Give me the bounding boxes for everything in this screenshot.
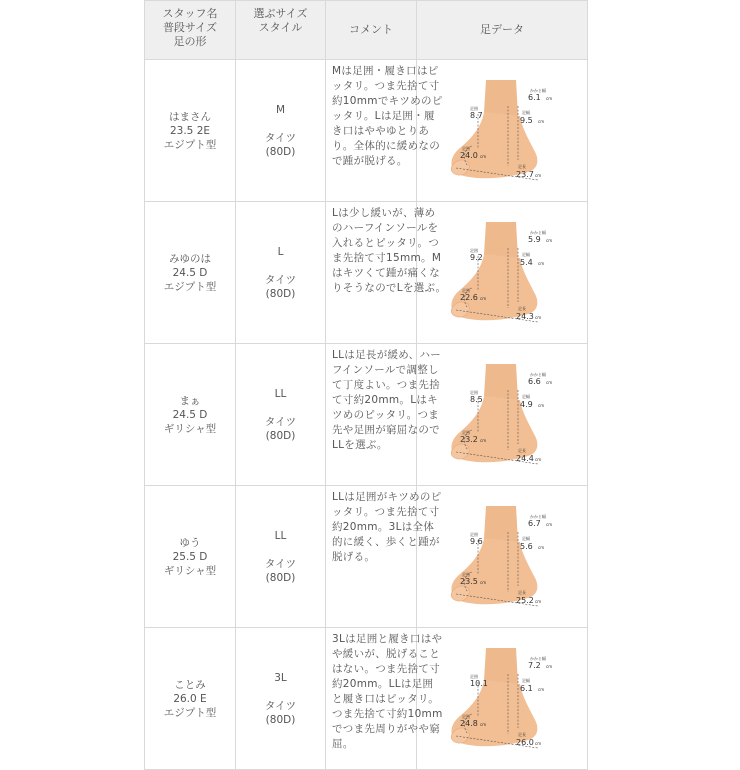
foot-width-value: 5.6 — [520, 541, 533, 551]
heel-width-caption: かかと幅 — [530, 371, 546, 377]
length-unit: cm — [535, 740, 542, 746]
girth-caption: 足囲 — [462, 287, 470, 293]
header-foot-data: 足データ — [417, 1, 588, 60]
staff-cell — [145, 344, 236, 486]
comment-line: 的に緩く、歩くと踵が — [332, 536, 440, 548]
staff-name: ことみ — [174, 678, 206, 691]
comment-line: て寸約20mm。Lはキ — [332, 394, 438, 406]
comment-line: 約20mm。3Lは全体 — [332, 521, 435, 533]
heel-width-unit: cm — [546, 237, 553, 243]
foot-data-cell — [417, 344, 588, 486]
heel-width-unit: cm — [546, 521, 553, 527]
usual-size: 25.5 D — [172, 550, 208, 563]
foot-width-value: 4.9 — [520, 399, 533, 409]
comment-line: 約20mm。LLは足囲 — [332, 678, 434, 690]
length-value: 26.0 — [516, 737, 534, 747]
foot-width-caption: 足幅 — [522, 393, 530, 399]
length-caption: 足長 — [518, 447, 526, 453]
comment-line: ッタリ。つま先捨て寸 — [332, 506, 440, 518]
heel-width-value: 5.9 — [528, 234, 541, 244]
header-staff-line: 足の形 — [173, 35, 207, 48]
chosen-size: LL — [274, 529, 287, 542]
comment-line: LLは足囲がキツめのピ — [332, 491, 442, 503]
comment-line: ッタリ。つま先捨て寸 — [332, 80, 440, 92]
comment-cell — [326, 628, 443, 770]
girth-value: 23.5 — [460, 576, 478, 586]
girth-unit: cm — [480, 295, 487, 301]
length-caption: 足長 — [518, 163, 526, 169]
length-unit: cm — [535, 172, 542, 178]
size-cell — [236, 344, 326, 486]
comment-line: フインソールで調整し — [332, 364, 439, 376]
foot-width-caption: 足幅 — [522, 535, 530, 541]
size-cell — [236, 60, 326, 202]
girth-unit: cm — [480, 153, 487, 159]
foot-diagram — [442, 644, 562, 754]
foot-width-unit: cm — [538, 402, 545, 408]
chosen-size: M — [275, 103, 286, 116]
staff-cell — [145, 202, 236, 344]
girth-value: 23.2 — [460, 434, 478, 444]
usual-size: 24.5 D — [172, 408, 208, 421]
comment-line: き口はややゆとりあ — [332, 125, 430, 137]
comment-line: ま先捨て寸15mm。M — [332, 252, 442, 264]
header-size — [236, 1, 326, 60]
instep-value: 10.1 — [470, 678, 488, 688]
chosen-size: 3L — [274, 671, 287, 684]
comment-line: はない。つま先捨て寸 — [332, 663, 440, 675]
header-staff-line: 普段サイズ — [162, 21, 218, 34]
foot-diagram — [442, 76, 562, 186]
instep-caption: 足囲 — [470, 247, 478, 253]
comment-cell — [326, 202, 447, 344]
heel-width-caption: かかと幅 — [530, 513, 546, 519]
chosen-size: LL — [274, 387, 287, 400]
comment-line: つま先捨て寸約10mm — [332, 708, 443, 720]
foot-diagram — [442, 502, 562, 612]
heel-width-caption: かかと幅 — [530, 655, 546, 661]
chosen-size: L — [277, 245, 284, 258]
length-caption: 足長 — [518, 731, 526, 737]
style-denier: (80D) — [265, 571, 296, 584]
foot-width-value: 5.4 — [520, 257, 533, 267]
table-header-row — [145, 1, 588, 60]
size-cell — [236, 486, 326, 628]
size-comparison-table — [144, 0, 588, 770]
instep-value: 8.7 — [470, 110, 483, 120]
instep-caption: 足囲 — [470, 105, 478, 111]
style-label: タイツ — [264, 273, 297, 286]
table-row — [145, 628, 588, 770]
size-cell — [236, 202, 326, 344]
header-comment: コメント — [326, 1, 417, 60]
length-value: 24.3 — [516, 311, 534, 321]
table-row — [145, 60, 588, 202]
style-denier: (80D) — [265, 429, 296, 442]
foot-diagram — [442, 360, 562, 470]
girth-unit: cm — [480, 437, 487, 443]
foot-width-value: 9.5 — [520, 115, 533, 125]
girth-caption: 足囲 — [462, 713, 470, 719]
comment-cell — [326, 344, 442, 486]
foot-diagram — [442, 218, 562, 328]
comment-line: でつま先周りがやや窮 — [332, 723, 440, 735]
comment-line: と履き口はピッタリ。 — [332, 693, 440, 705]
foot-shape: ギリシャ型 — [163, 422, 217, 435]
instep-caption: 足囲 — [470, 673, 478, 679]
staff-name: ゆう — [179, 536, 201, 549]
heel-width-unit: cm — [546, 663, 553, 669]
length-unit: cm — [535, 456, 542, 462]
header-staff-line: スタッフ名 — [162, 7, 218, 20]
heel-width-caption: かかと幅 — [530, 87, 546, 93]
comment-cell — [326, 486, 442, 628]
table-body — [145, 60, 588, 770]
comment-line: て丁度よい。つま先捨 — [332, 379, 440, 391]
heel-width-unit: cm — [546, 379, 553, 385]
staff-name: まぁ — [179, 394, 201, 407]
comment-line: Mは足囲・履き口はピ — [332, 65, 439, 77]
length-caption: 足長 — [518, 305, 526, 311]
foot-width-value: 6.1 — [520, 683, 533, 693]
table-row — [145, 344, 588, 486]
comment-line: 約10mmでキツめのピ — [332, 95, 443, 107]
header-staff — [145, 1, 236, 60]
heel-width-value: 7.2 — [528, 660, 541, 670]
staff-cell — [145, 628, 236, 770]
heel-width-value: 6.6 — [528, 376, 541, 386]
style-label: タイツ — [264, 699, 297, 712]
girth-caption: 足囲 — [462, 429, 470, 435]
table-row — [145, 486, 588, 628]
comment-line: や緩いが、脱げること — [332, 648, 440, 660]
style-denier: (80D) — [265, 287, 296, 300]
foot-width-unit: cm — [538, 686, 545, 692]
girth-caption: 足囲 — [462, 145, 470, 151]
length-value: 23.7 — [516, 169, 534, 179]
foot-shape: エジプト型 — [163, 138, 217, 151]
foot-shape: エジプト型 — [163, 280, 217, 293]
girth-caption: 足囲 — [462, 571, 470, 577]
length-unit: cm — [535, 598, 542, 604]
instep-value: 9.6 — [470, 536, 483, 546]
usual-size: 26.0 E — [173, 692, 207, 705]
heel-width-value: 6.7 — [528, 518, 541, 528]
foot-data-cell — [417, 628, 588, 770]
comment-line: LLを選ぶ。 — [332, 439, 388, 451]
usual-size: 24.5 D — [172, 266, 208, 279]
staff-name: みゆのは — [169, 252, 211, 265]
comment-line: のハーフインソールを — [332, 222, 439, 234]
comment-line: 入れるとピッタリ。つ — [332, 237, 440, 249]
staff-cell — [145, 60, 236, 202]
comment-line: ツめのピッタリ。つま — [332, 409, 440, 421]
instep-caption: 足囲 — [470, 531, 478, 537]
foot-width-caption: 足幅 — [522, 109, 530, 115]
instep-caption: 足囲 — [470, 389, 478, 395]
heel-width-unit: cm — [546, 95, 553, 101]
comment-line: はキツくて踵が痛くな — [332, 267, 440, 279]
girth-value: 24.8 — [460, 718, 478, 728]
foot-width-unit: cm — [538, 118, 545, 124]
header-size-line: スタイル — [258, 21, 303, 34]
instep-value: 9.2 — [470, 252, 483, 262]
style-label: タイツ — [264, 557, 297, 570]
style-label: タイツ — [264, 415, 297, 428]
comment-line: 脱げる。 — [332, 551, 376, 563]
instep-value: 8.5 — [470, 394, 483, 404]
foot-shape: エジプト型 — [163, 706, 217, 719]
comment-cell — [326, 60, 443, 202]
style-label: タイツ — [264, 131, 297, 144]
girth-value: 24.0 — [460, 150, 478, 160]
foot-data-cell — [417, 60, 588, 202]
comment-line: 屈。 — [332, 738, 354, 750]
foot-data-cell — [417, 486, 588, 628]
comment-line: りそうなのでLを選ぶ。 — [332, 282, 447, 294]
comment-line: 3Lは足囲と履き口はや — [332, 633, 443, 645]
comment-line: り。全体的に緩めなの — [332, 140, 440, 152]
heel-width-caption: かかと幅 — [530, 229, 546, 235]
table-row — [145, 202, 588, 344]
girth-value: 22.6 — [460, 292, 478, 302]
girth-unit: cm — [480, 721, 487, 727]
comment-line: Lは少し緩いが、薄め — [332, 207, 436, 219]
comment-line: 先や足囲が窮屈なので — [332, 424, 440, 436]
size-cell — [236, 628, 326, 770]
foot-shape: ギリシャ型 — [163, 564, 217, 577]
style-denier: (80D) — [265, 145, 296, 158]
heel-width-value: 6.1 — [528, 92, 541, 102]
length-unit: cm — [535, 314, 542, 320]
length-value: 25.2 — [516, 595, 534, 605]
comment-line: で踵が脱げる。 — [332, 155, 408, 167]
staff-name: はまさん — [169, 110, 211, 123]
foot-data-cell — [417, 202, 588, 344]
style-denier: (80D) — [265, 713, 296, 726]
comment-line: ッタリ。Lは足囲・履 — [332, 110, 435, 122]
foot-width-caption: 足幅 — [522, 677, 530, 683]
foot-width-unit: cm — [538, 544, 545, 550]
foot-width-caption: 足幅 — [522, 251, 530, 257]
length-caption: 足長 — [518, 589, 526, 595]
usual-size: 23.5 2E — [169, 124, 211, 137]
foot-width-unit: cm — [538, 260, 545, 266]
size-comparison-table-container — [144, 0, 587, 750]
staff-cell — [145, 486, 236, 628]
girth-unit: cm — [480, 579, 487, 585]
length-value: 24.4 — [516, 453, 534, 463]
header-size-line: 選ぶサイズ — [253, 7, 308, 20]
comment-line: LLは足長が緩め、ハー — [332, 349, 442, 361]
